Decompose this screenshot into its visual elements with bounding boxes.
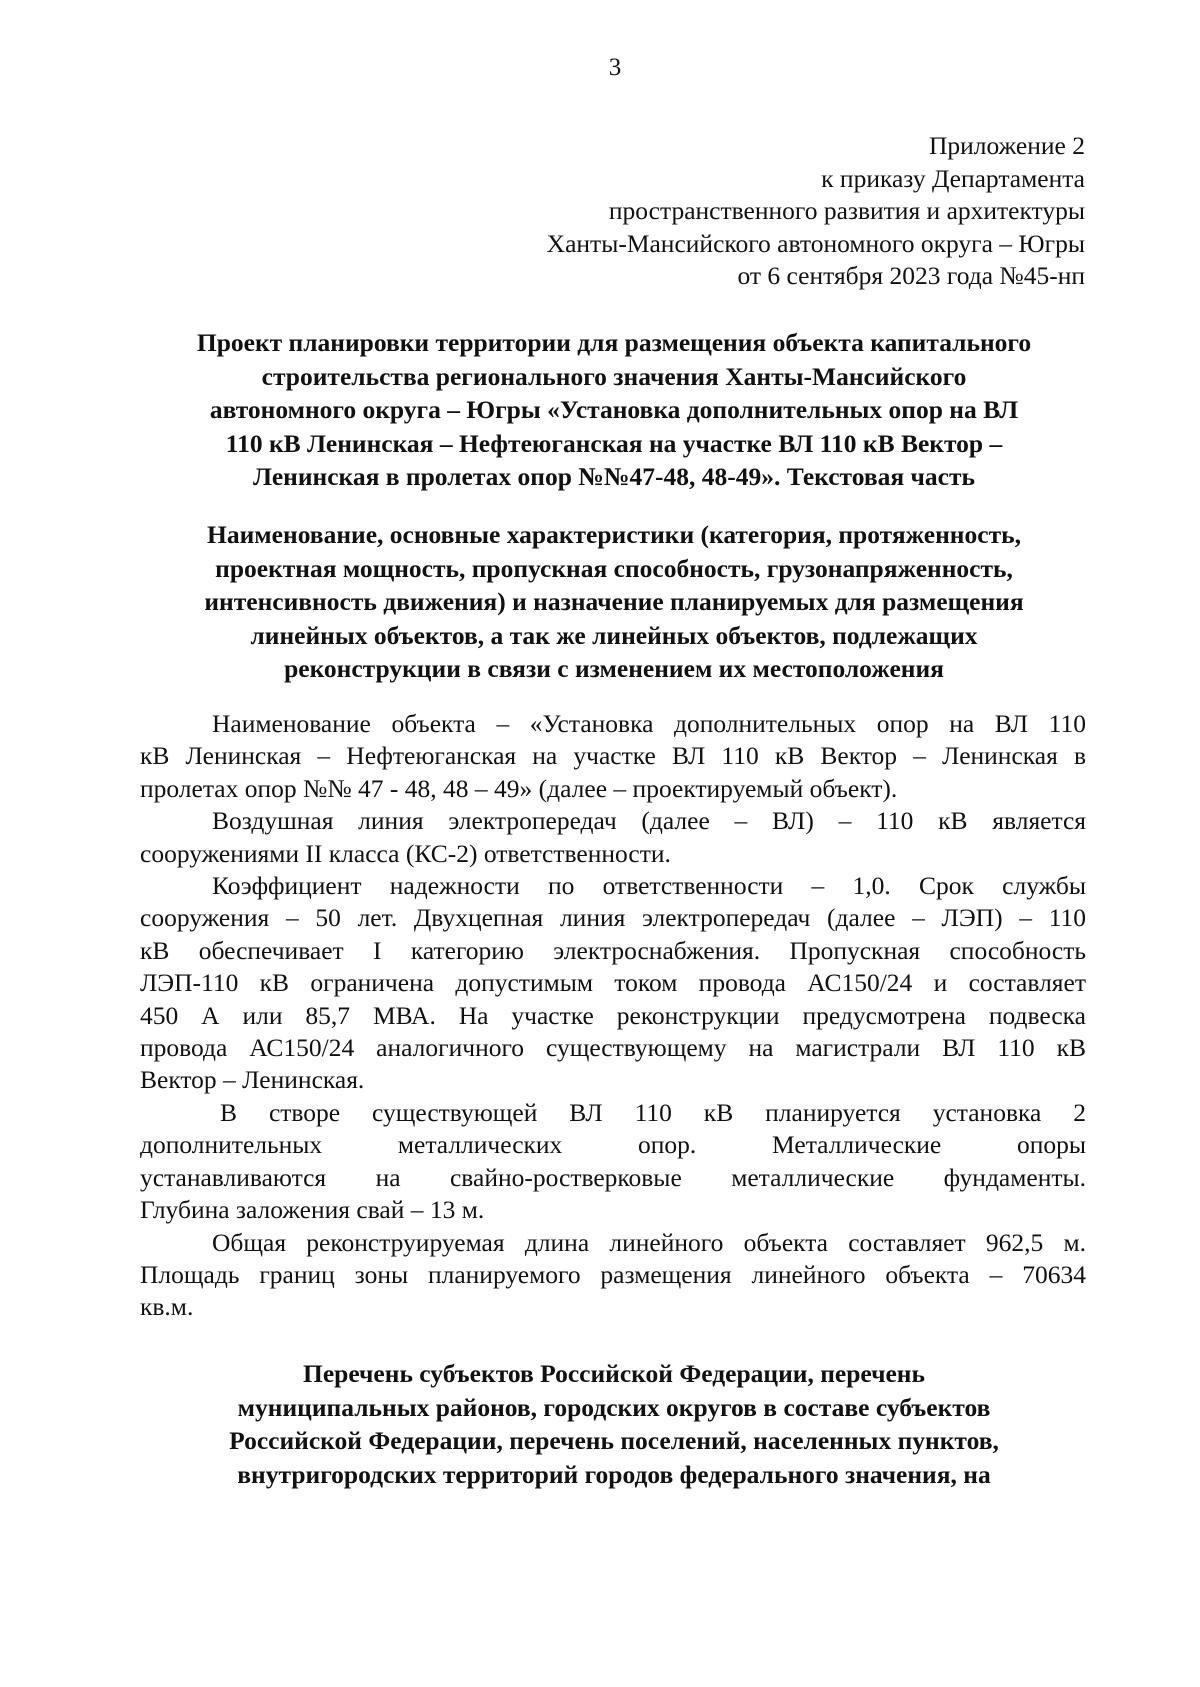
appendix-reference	[547, 130, 1085, 293]
title-line: Ленинская в пролетах опор №№47-48, 48-49». Текстовая часть	[253, 462, 975, 491]
section-heading-line: Наименование, основные характеристики (категория, протяженность,	[207, 520, 1021, 549]
section-heading	[140, 518, 1088, 686]
body-line: Коэффициент надежности по ответственности – 1,0. Срок службы	[212, 871, 1086, 901]
title-line: 110 кВ Ленинская – Нефтеюганская на участке ВЛ 110 кВ Вектор –	[225, 428, 1003, 458]
document-title	[140, 326, 1088, 494]
body-line: сооружения – 50 лет. Двухцепная линия электропередач (далее – ЛЭП) – 110	[140, 903, 1086, 933]
body-text	[140, 708, 1086, 1324]
section-heading-line: линейных объектов, а так же линейных объектов, подлежащих	[250, 620, 978, 650]
list-heading-line: муниципальных районов, городских округов в составе субъектов	[237, 1392, 991, 1422]
appendix-line: к приказу Департамента	[821, 163, 1085, 193]
title-line: Проект планировки территории для размещения объекта капитального	[196, 328, 1032, 357]
section-heading-line: проектная мощность, пропускная способность, грузонапряженность,	[215, 553, 1013, 583]
list-heading-line: Перечень субъектов Российской Федерации, перечень	[303, 1359, 925, 1388]
body-line: дополнительных металлических опор. Металлические опоры	[140, 1130, 1086, 1160]
list-heading-line: Российской Федерации, перечень поселений, населенных пунктов,	[229, 1426, 999, 1455]
appendix-line: от 6 сентября 2023 года №45-нп	[737, 261, 1085, 290]
body-line: устанавливаются на свайно-ростверковые металлические фундаменты.	[140, 1162, 1086, 1192]
body-line: кВ обеспечивает I категорию электроснабжения. Пропускная способность	[140, 935, 1086, 965]
body-line: ЛЭП-110 кВ ограничена допустимым током провода АС150/24 и составляет	[140, 968, 1086, 998]
body-line: пролетах опор №№ 47 - 48, 48 – 49» (далее – проектируемый объект).	[140, 773, 898, 803]
body-line: Вектор – Ленинская.	[140, 1065, 365, 1095]
section-heading-line: интенсивность движения) и назначение планируемых для размещения	[204, 587, 1024, 616]
body-line: В створе существующей ВЛ 110 кВ планируется установка 2	[220, 1097, 1086, 1127]
body-line: Общая реконструируемая длина линейного объекта составляет 962,5 м.	[212, 1227, 1086, 1257]
body-line: кВ Ленинская – Нефтеюганская на участке ВЛ 110 кВ Вектор – Ленинская в	[140, 741, 1086, 771]
body-line: кв.м.	[140, 1292, 194, 1322]
title-line: автономного округа – Югры «Установка дополнительных опор на ВЛ	[209, 395, 1019, 424]
body-line: Воздушная линия электропередач (далее – ВЛ) – 110 кВ является	[212, 806, 1086, 836]
body-line: сооружениями II класса (КС-2) ответственности.	[140, 838, 671, 868]
body-line: Площадь границ зоны планируемого размещения линейного объекта – 70634	[140, 1259, 1086, 1289]
section-heading-line: реконструкции в связи с изменением их местоположения	[284, 654, 944, 683]
list-heading	[140, 1357, 1088, 1491]
body-line: 450 А или 85,7 МВА. На участке реконструкции предусмотрена подвеска	[140, 1000, 1086, 1030]
title-line: строительства регионального значения Ханты-Мансийского	[261, 361, 967, 391]
body-line: провода АС150/24 аналогичного существующему на магистрали ВЛ 110 кВ	[140, 1033, 1086, 1063]
appendix-line: Ханты-Мансийского автономного округа – Югры	[546, 228, 1085, 258]
body-line: Наименование объекта – «Установка дополнительных опор на ВЛ 110	[212, 709, 1086, 738]
list-heading-line: внутригородских территорий городов федерального значения, на	[237, 1459, 991, 1489]
body-line: Глубина заложения свай – 13 м.	[140, 1195, 485, 1225]
page-number: 3	[608, 54, 622, 81]
appendix-line: Приложение 2	[929, 131, 1085, 160]
appendix-line: пространственного развития и архитектуры	[608, 196, 1085, 225]
